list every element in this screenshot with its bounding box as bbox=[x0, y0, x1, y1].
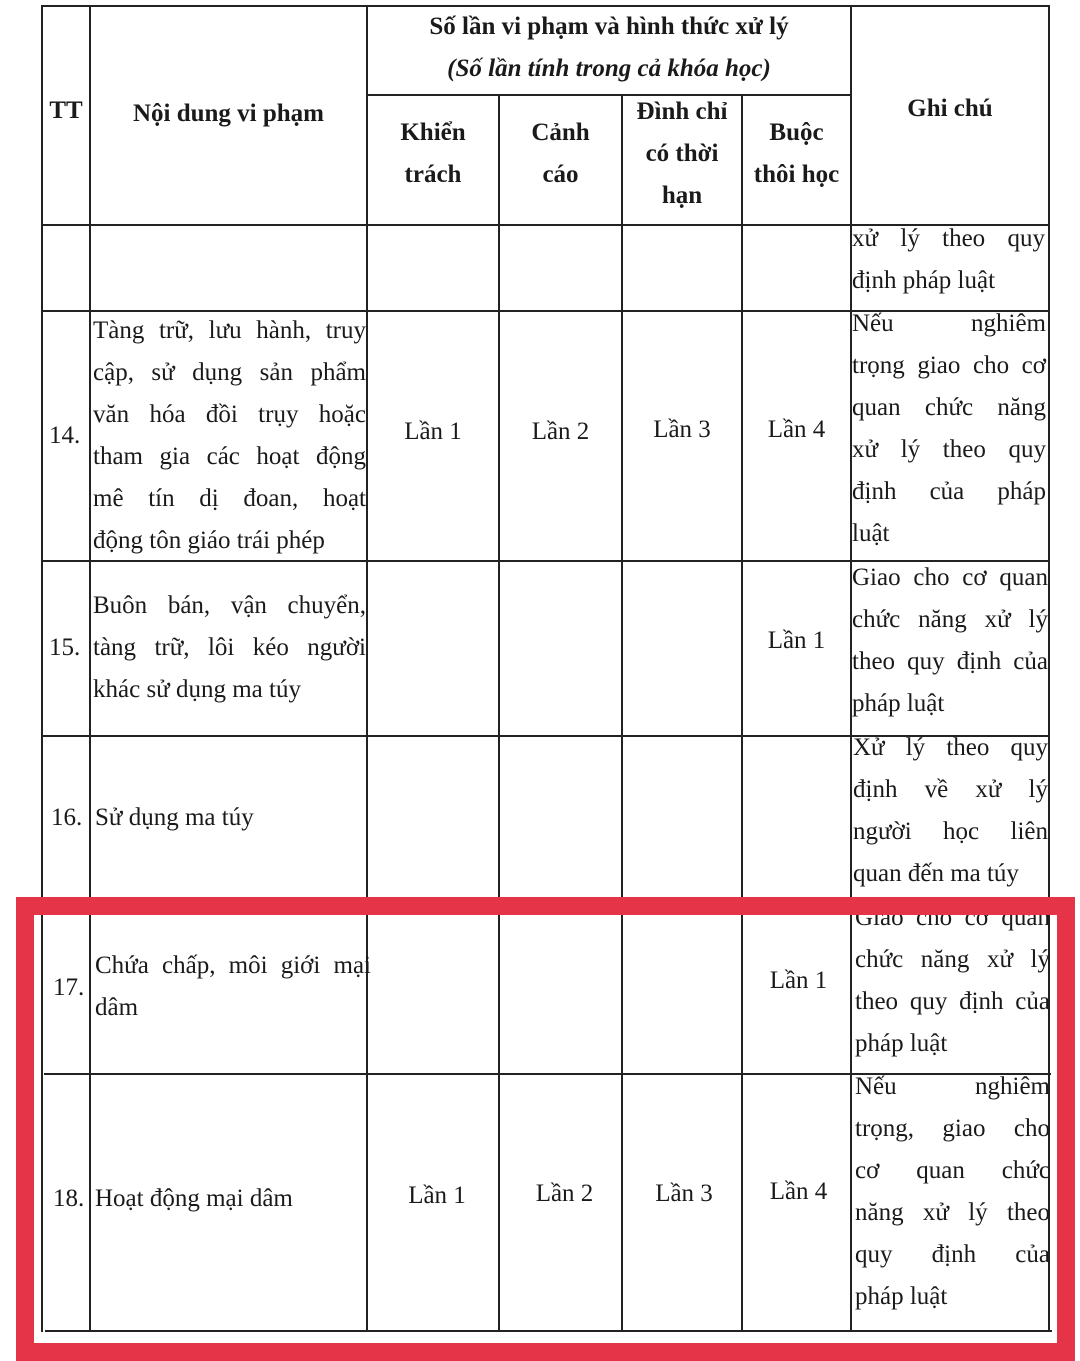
content-line: mê tín dị đoan, hoạt bbox=[93, 485, 366, 512]
header-khien-trach bbox=[368, 112, 498, 196]
header-group-subtitle: (Số lần tính trong cả khóa học) bbox=[447, 55, 771, 82]
header-note: Ghi chú bbox=[907, 95, 993, 122]
row-number: 15. bbox=[49, 634, 81, 661]
note-line: cơ quan chức bbox=[855, 1157, 1050, 1184]
header-canh-cao bbox=[500, 112, 621, 196]
note-line: pháp luật bbox=[855, 1283, 948, 1310]
canh-cao-cell: Lần 2 bbox=[535, 1180, 594, 1207]
canh-cao-cell: Lần 2 bbox=[531, 418, 590, 445]
content-cell bbox=[93, 310, 366, 562]
header-line: Buộc bbox=[769, 119, 824, 146]
row-number: 17. bbox=[53, 974, 85, 1001]
content-cell: Hoạt động mại dâm bbox=[95, 1185, 293, 1212]
note-line: chức năng xử lý bbox=[852, 606, 1048, 633]
note-cell bbox=[852, 218, 1045, 302]
header-content: Nội dung vi phạm bbox=[132, 100, 325, 127]
note-line: quy định của bbox=[855, 1241, 1050, 1268]
note-line: trọng, giao cho bbox=[855, 1115, 1050, 1142]
note-line: quan đến ma túy bbox=[853, 860, 1019, 887]
header-line: thôi học bbox=[753, 161, 840, 188]
dinh-chi-cell: Lần 3 bbox=[655, 1180, 713, 1207]
content-line: Tàng trữ, lưu hành, truy bbox=[93, 317, 366, 344]
header-line: trách bbox=[404, 161, 462, 188]
note-line: Giao cho cơ quan bbox=[852, 564, 1048, 591]
note-line: pháp luật bbox=[852, 690, 945, 717]
header-line: có thời bbox=[645, 140, 719, 167]
note-line: định về xử lý bbox=[853, 776, 1048, 803]
buoc-thoi-hoc-cell: Lần 4 bbox=[767, 416, 826, 443]
header-line: hạn bbox=[661, 182, 703, 209]
khien-trach-cell: Lần 1 bbox=[404, 418, 462, 445]
note-line: định pháp luật bbox=[852, 267, 996, 294]
header-group-divider bbox=[366, 94, 850, 96]
note-line: người học liên bbox=[853, 818, 1048, 845]
note-cell bbox=[853, 727, 1048, 895]
khien-trach-cell: Lần 1 bbox=[408, 1182, 466, 1209]
buoc-thoi-hoc-cell: Lần 4 bbox=[769, 1178, 828, 1205]
content-line: khác sử dụng ma túy bbox=[93, 676, 301, 703]
buoc-thoi-hoc-cell: Lần 1 bbox=[767, 627, 826, 654]
note-line: năng xử lý theo bbox=[855, 1199, 1050, 1226]
row-number: 14. bbox=[49, 422, 81, 449]
note-line: pháp luật bbox=[855, 1030, 948, 1057]
note-line: luật bbox=[852, 520, 890, 547]
content-line: văn hóa đồi trụy hoặc bbox=[93, 401, 366, 428]
row-number: 18. bbox=[53, 1185, 85, 1212]
content-line: Buôn bán, vận chuyển, bbox=[93, 592, 366, 619]
note-line: Nếu nghiêm bbox=[852, 310, 1046, 337]
content-line: cập, sử dụng sản phẩm bbox=[93, 359, 366, 386]
content-line: Chứa chấp, môi giới mại bbox=[95, 952, 371, 979]
header-line: Khiển bbox=[400, 119, 466, 146]
content-cell: Sử dụng ma túy bbox=[95, 804, 254, 831]
content-line: tàng trữ, lôi kéo người bbox=[93, 634, 366, 661]
note-line: theo quy định của bbox=[855, 988, 1050, 1015]
header-line: Cảnh bbox=[531, 119, 590, 146]
note-line: chức năng xử lý bbox=[855, 946, 1050, 973]
note-cell bbox=[852, 303, 1046, 555]
content-line: tham gia các hoạt động bbox=[93, 443, 366, 470]
note-line: Giao cho cơ quan bbox=[855, 904, 1050, 931]
content-cell bbox=[93, 585, 366, 711]
note-line: Xử lý theo quy bbox=[853, 734, 1048, 761]
note-cell bbox=[852, 557, 1048, 725]
content-line: động tôn giáo trái phép bbox=[93, 527, 325, 554]
header-line: Đình chỉ bbox=[636, 98, 728, 125]
highlight-box bbox=[16, 897, 1075, 1361]
buoc-thoi-hoc-cell: Lần 1 bbox=[769, 967, 828, 994]
dinh-chi-cell: Lần 3 bbox=[653, 416, 711, 443]
header-dinh-chi bbox=[623, 91, 741, 217]
header-line: cáo bbox=[542, 161, 579, 188]
note-line: xử lý theo quy bbox=[852, 225, 1045, 252]
note-line: quan chức năng bbox=[852, 394, 1046, 421]
note-line: định của pháp bbox=[852, 478, 1046, 505]
header-group-title: Số lần vi phạm và hình thức xử lý bbox=[429, 13, 789, 40]
note-line: trọng giao cho cơ bbox=[852, 352, 1046, 379]
note-line: xử lý theo quy bbox=[852, 436, 1046, 463]
note-line: theo quy định của bbox=[852, 648, 1048, 675]
content-line: dâm bbox=[95, 994, 139, 1021]
header-tt: TT bbox=[49, 97, 83, 124]
header-buoc-thoi-hoc bbox=[743, 112, 850, 196]
row-number: 16. bbox=[51, 804, 83, 831]
note-line: Nếu nghiêm bbox=[855, 1073, 1050, 1100]
